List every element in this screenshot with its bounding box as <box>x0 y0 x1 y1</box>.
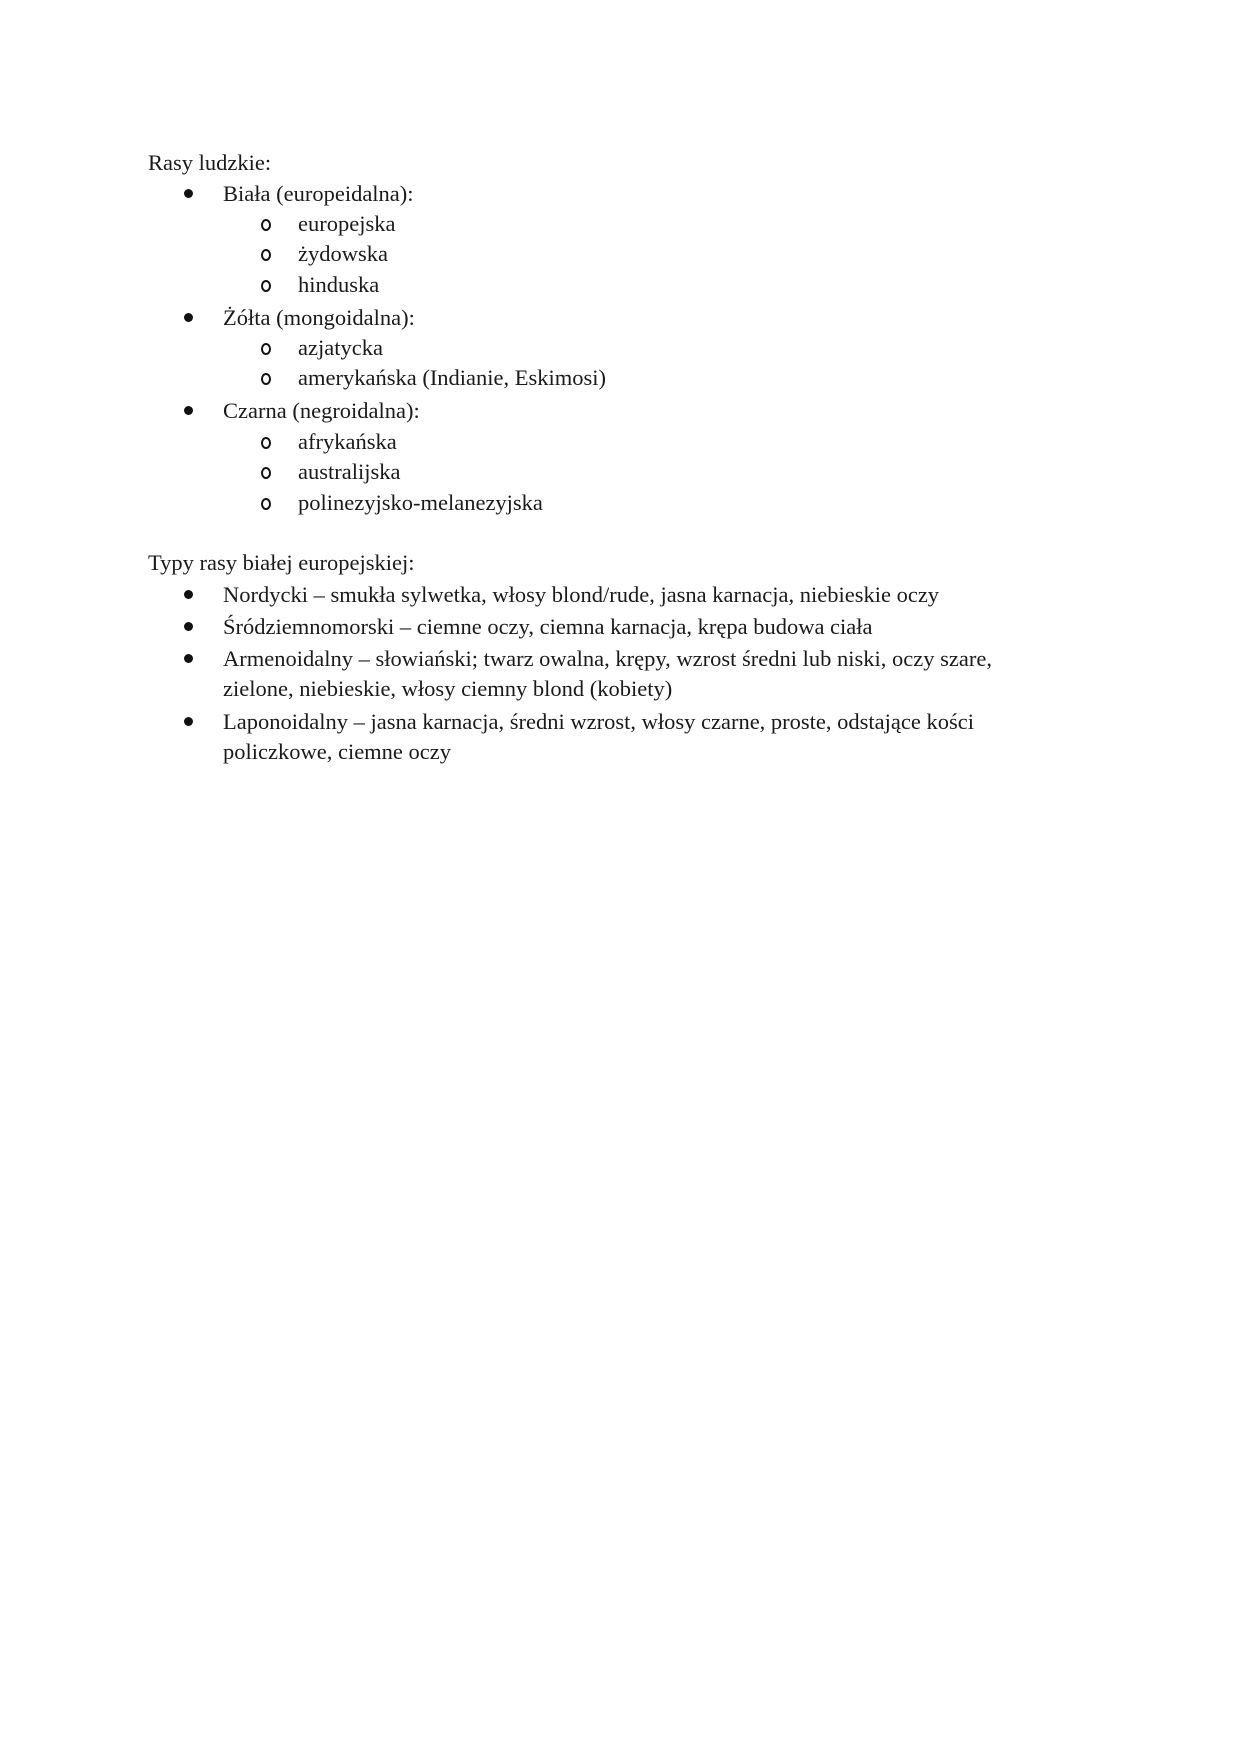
circle-bullet-icon <box>261 498 271 510</box>
subitem-azjatycka: azjatycka <box>298 335 383 360</box>
subitem-europejska: europejska <box>298 211 396 236</box>
circle-bullet-icon <box>261 467 271 479</box>
circle-bullet-icon <box>261 280 271 292</box>
bullet-icon <box>184 406 193 415</box>
group-label-black: Czarna (negroidalna): <box>223 398 420 423</box>
circle-bullet-icon <box>261 219 271 231</box>
type-item-armenoidalny-line1: Armenoidalny – słowiański; twarz owalna, krępy, wzrost średni lub niski, oczy szare, <box>223 646 992 671</box>
type-item-srodziemnomorski: Śródziemnomorski – ciemne oczy, ciemna karnacja, krępa budowa ciała <box>223 614 873 639</box>
circle-bullet-icon <box>261 373 271 385</box>
bullet-icon <box>184 717 193 726</box>
subitem-polinezyjsko-melanezyjska: polinezyjsko-melanezyjska <box>298 490 543 515</box>
bullet-icon <box>184 313 193 322</box>
bullet-icon <box>184 654 193 663</box>
subitem-australijska: australijska <box>298 459 401 484</box>
group-label-yellow: Żółta (mongoidalna): <box>223 305 415 330</box>
circle-bullet-icon <box>261 437 271 449</box>
type-item-nordycki: Nordycki – smukła sylwetka, włosy blond/rude, jasna karnacja, niebieskie oczy <box>223 582 940 607</box>
type-item-laponoidalny-line1: Laponoidalny – jasna karnacja, średni wzrost, włosy czarne, proste, odstające kości <box>223 709 974 734</box>
type-item-laponoidalny-line2: policzkowe, ciemne oczy <box>223 739 452 764</box>
bullet-icon <box>184 590 193 599</box>
group-label-white: Biała (europeidalna): <box>223 181 414 206</box>
type-item-armenoidalny-line2: zielone, niebieskie, włosy ciemny blond (kobiety) <box>223 676 673 701</box>
bullet-icon <box>184 622 193 631</box>
circle-bullet-icon <box>261 249 271 261</box>
subitem-afrykanska: afrykańska <box>298 429 397 454</box>
section-title-races: Rasy ludzkie: <box>148 150 272 175</box>
circle-bullet-icon <box>261 343 271 355</box>
subitem-hinduska: hinduska <box>298 272 380 297</box>
bullet-icon <box>184 189 193 198</box>
subitem-amerykanska: amerykańska (Indianie, Eskimosi) <box>298 365 607 390</box>
section-title-types: Typy rasy białej europejskiej: <box>148 550 415 575</box>
subitem-zydowska: żydowska <box>298 241 388 266</box>
